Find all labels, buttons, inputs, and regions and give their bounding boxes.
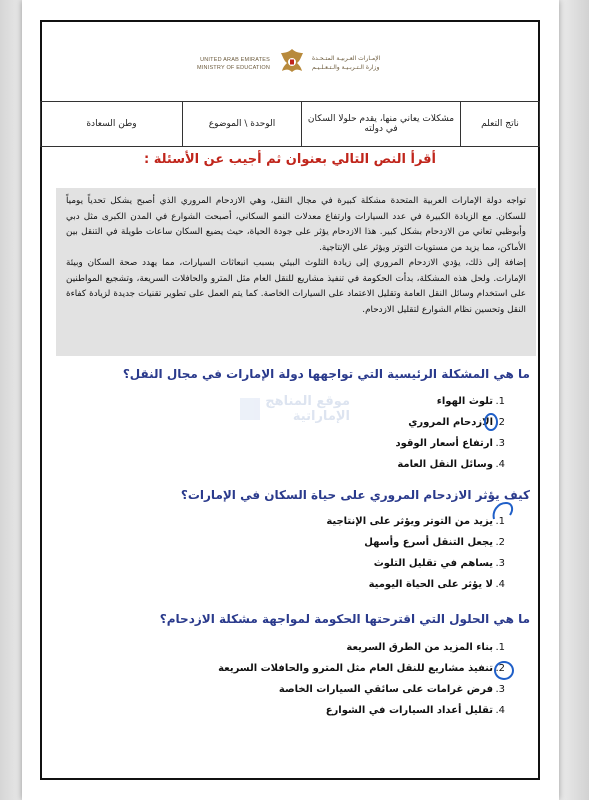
- passage-paragraph: تواجه دولة الإمارات العربية المتحدة مشكلة كبيرة في مجال النقل، وهي الازدحام المروري الذي أصبح يشكل تحدياً يومياً للسكان. مع الزيادة الكبيرة في عدد السيارات وارتفاع معدلات النمو السكاني، أصبحت الشوارع في المدن الكبرى مثل دبي وأبوظبي تعاني من الازدحام بشكل كبير. هذا الازدحام يؤثر على جودة الحياة، حيث يضيع السكان ساعات طويلة في التنقل بين الأماكن، مما يزيد من مستويات التوتر ويؤثر على الإنتاجية.: [66, 196, 526, 253]
- question-3: ما هي الحلول التي اقترحتها الحكومة لمواجهة مشكلة الازدحام؟: [159, 612, 530, 626]
- option-item[interactable]: يزيد من التوتر ويؤثر على الإنتاجية: [326, 516, 493, 527]
- country-name-en: UNITED ARAB EMIRATES: [200, 57, 270, 63]
- option-item[interactable]: تلوث الهواء: [436, 396, 493, 407]
- ministry-name-ar: وزارة الـتـربـيـة والـتـعـلـيـم: [312, 64, 380, 71]
- unit-topic-label: الوحدة \ الموضوع: [183, 102, 302, 147]
- right-shadow: [559, 0, 589, 800]
- country-name-ar: الإمـارات العـربيـة المتـحـدة: [312, 55, 381, 62]
- passage-paragraph: إضافة إلى ذلك، يؤدي الازدحام المروري إلى زيادة التلوث البيئي بسبب انبعاثات السيارات، مما يهدد صحة السكان وبيئة الإمارات. ولحل هذه المشكلة، بدأت الحكومة في تنفيذ مشاريع للنقل العام مثل المترو والحافلات السريعة، وتشجيع المواطنين على استخدام وسائل النقل العامة وتقليل الاعتماد على السيارات الخاصة. كما يتم العمل على تطوير تقنيات جديدة لزيادة كفاءة النقل وتحسين نظام الشوارع لتقليل الازدحام.: [66, 258, 526, 315]
- option-item[interactable]: فرض غرامات على سائقي السيارات الخاصة: [278, 684, 493, 695]
- option-item[interactable]: تنفيذ مشاريع للنقل العام مثل المترو والحافلات السريعة: [218, 663, 493, 674]
- ministry-name-english: [160, 56, 270, 72]
- ministry-name-arabic: [312, 54, 422, 72]
- option-item[interactable]: يساهم في تقليل التلوث: [373, 558, 493, 569]
- option-item[interactable]: يجعل التنقل أسرع وأسهل: [364, 537, 493, 548]
- ministry-name-en: MINISTRY OF EDUCATION: [197, 65, 270, 71]
- learning-outcome-label: ناتج التعلم: [461, 102, 540, 147]
- instruction-heading: أقرأ النص التالي بعنوان ثم أجيب عن الأسئلة :: [143, 152, 437, 167]
- answer-mark-circle: [494, 661, 514, 680]
- question-1-options: [193, 391, 511, 475]
- option-item[interactable]: وسائل النقل العامة: [397, 459, 493, 470]
- uae-emblem-icon: [277, 47, 307, 77]
- watermark-text: موقع المناهج الإماراتية: [265, 394, 350, 424]
- question-2: كيف يؤثر الازدحام المروري على حياة السكان في الإمارات؟: [180, 488, 530, 502]
- unit-topic-value: وطن السعادة: [41, 102, 183, 147]
- question-3-options: [163, 637, 511, 721]
- lesson-info-table: [40, 101, 540, 147]
- option-item[interactable]: بناء المزيد من الطرق السريعة: [346, 642, 493, 653]
- learning-outcome-value: مشكلات يعاني منها، يقدم حلولا السكان في دولته: [302, 102, 461, 147]
- reading-passage: [56, 188, 536, 356]
- table-row: [41, 102, 540, 147]
- option-item[interactable]: لا يؤثر على الحياة اليومية: [368, 579, 493, 590]
- question-2-options: [193, 511, 511, 595]
- answer-mark-circle: [484, 413, 498, 431]
- answer-mark-tick: [490, 499, 518, 525]
- option-item[interactable]: الازدحام المروري: [408, 417, 493, 428]
- option-item[interactable]: ارتفاع أسعار الوقود: [395, 438, 493, 449]
- option-item[interactable]: تقليل أعداد السيارات في الشوارع: [325, 705, 493, 716]
- question-1: ما هي المشكلة الرئيسية التي تواجهها دولة الإمارات في مجال النقل؟: [122, 367, 530, 381]
